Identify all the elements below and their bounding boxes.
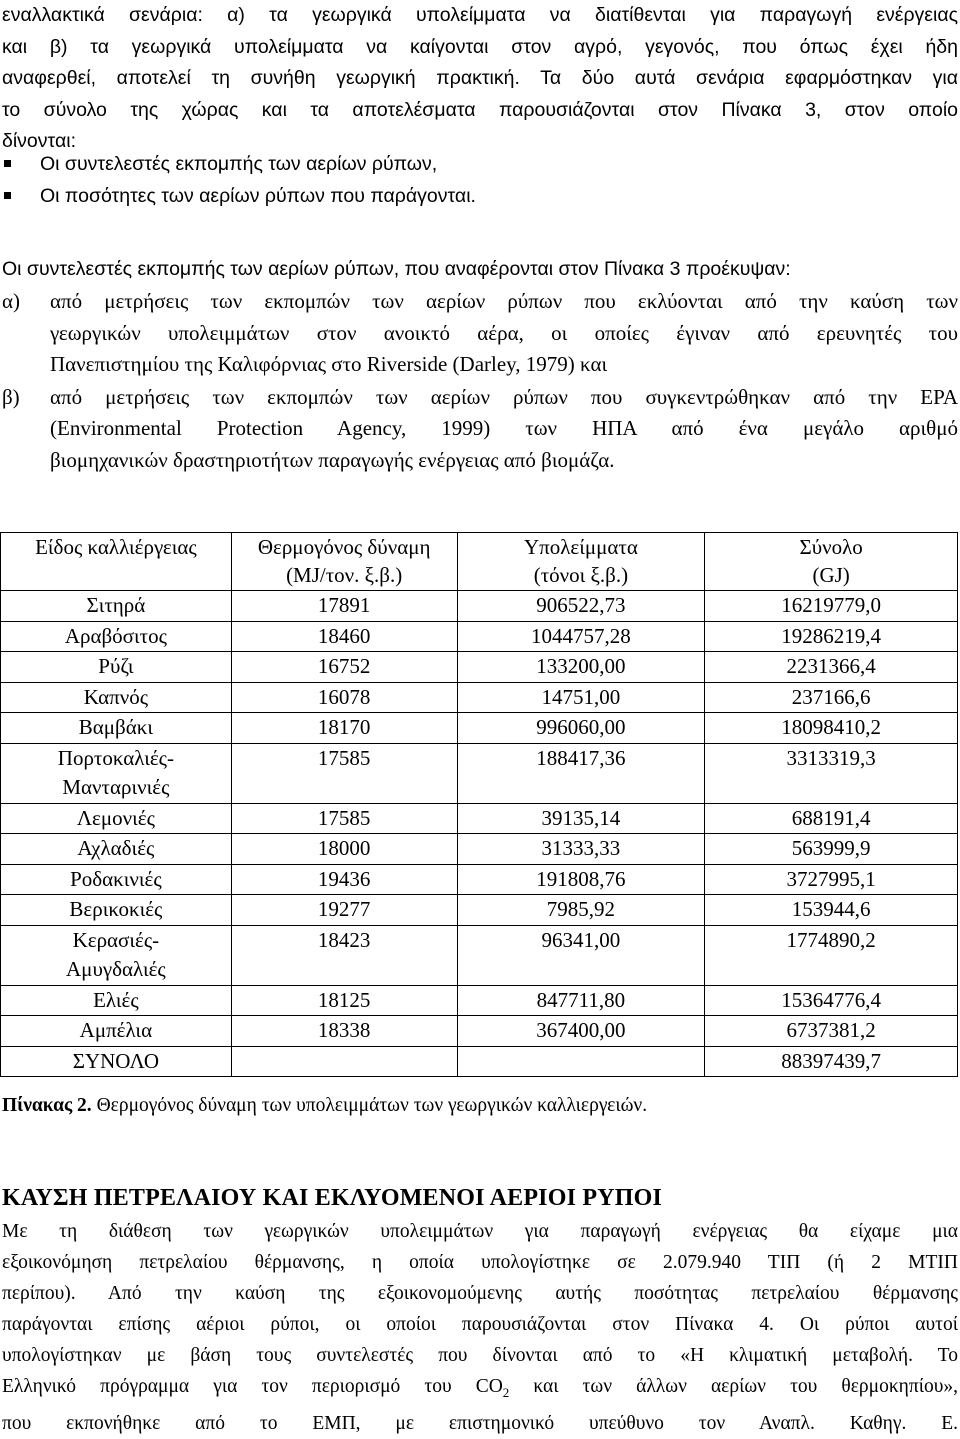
cell-heat: 18125 bbox=[231, 985, 457, 1016]
bullet-item bbox=[0, 148, 956, 180]
bullet-item bbox=[0, 180, 956, 212]
paragraph-line: το σύνολο της χώρας και τα αποτελέσματα παρουσιάζονται στον Πίνακα 3, στον οποίο bbox=[2, 98, 958, 121]
column-header-total: Σύνολο (GJ) bbox=[705, 533, 958, 591]
cell-residue: 133200,00 bbox=[457, 652, 705, 683]
caption-text: Θερμογόνος δύναμη των υπολειμμάτων των γεωργικών καλλιεργειών. bbox=[91, 1095, 648, 1116]
cell-crop: Αραβόσιτος bbox=[1, 621, 232, 652]
cell-heat: 17585 bbox=[231, 743, 457, 803]
co2-subscript: 2 bbox=[502, 1384, 510, 1400]
cell-residue: 14751,00 bbox=[457, 682, 705, 713]
cell-heat: 17585 bbox=[231, 803, 457, 834]
cell-heat: 18460 bbox=[231, 621, 457, 652]
paragraph-line: παράγονται επίσης αέριοι ρύποι, οι οποίοι παρουσιάζονται στον Πίνακα 4. Οι ρύποι αυτοί bbox=[2, 1314, 958, 1335]
paragraph-line: αναφερθεί, αποτελεί τη συνήθη γεωργική πρακτική. Τα δύο αυτά σενάρια εφαρμόστηκαν για bbox=[2, 67, 958, 89]
list-line: γεωργικών υπολειμμάτων στον ανοικτό αέρα, οι οποίες έγιναν από ερευνητές του bbox=[50, 320, 958, 345]
table-body bbox=[1, 591, 958, 1077]
table-row bbox=[1, 864, 958, 895]
cell-residue: 847711,80 bbox=[457, 985, 705, 1016]
table-row bbox=[1, 985, 958, 1016]
section-paragraph bbox=[2, 1216, 958, 1439]
cell-crop: Πορτοκαλιές- Μανταρινιές bbox=[1, 743, 232, 803]
table-header-row bbox=[1, 533, 958, 591]
cell-crop: Βαμβάκι bbox=[1, 713, 232, 744]
bullet-list bbox=[0, 148, 956, 212]
cell-heat bbox=[231, 1046, 457, 1077]
cell-total: 563999,9 bbox=[705, 834, 958, 865]
table-row bbox=[1, 713, 958, 744]
cell-residue: 96341,00 bbox=[457, 925, 705, 985]
cell-heat: 18338 bbox=[231, 1016, 457, 1047]
cell-residue: 996060,00 bbox=[457, 713, 705, 744]
table-row bbox=[1, 621, 958, 652]
cell-crop: Καπνός bbox=[1, 682, 232, 713]
square-bullet-icon bbox=[4, 160, 11, 167]
sources-intro: Οι συντελεστές εκπομπής των αερίων ρύπων, που αναφέρονται στον Πίνακα 3 προέκυψαν: bbox=[2, 258, 791, 280]
cell-heat: 16078 bbox=[231, 682, 457, 713]
cell-total: 88397439,7 bbox=[705, 1046, 958, 1077]
cell-heat: 17891 bbox=[231, 591, 457, 622]
cell-heat: 18423 bbox=[231, 925, 457, 985]
line-text: και των άλλων αερίων του θερμοκηπίου», bbox=[509, 1376, 958, 1397]
cell-crop: Βερικοκιές bbox=[1, 895, 232, 926]
cell-crop: Αμπέλια bbox=[1, 1016, 232, 1047]
list-line: βιομηχανικών δραστηριοτήτων παραγωγής ενέργειας από βιομάζα. bbox=[50, 447, 615, 472]
cell-crop: Ρύζι bbox=[1, 652, 232, 683]
table-row bbox=[1, 682, 958, 713]
cell-crop: Κερασιές- Αμυγδαλιές bbox=[1, 925, 232, 985]
table-row bbox=[1, 925, 958, 985]
list-marker: β) bbox=[2, 384, 20, 409]
table-caption bbox=[2, 1095, 647, 1117]
list-line: από μετρήσεις των εκπομπών των αερίων ρύπων που συγκεντρώθηκαν από την EPA bbox=[50, 384, 958, 409]
cell-residue: 191808,76 bbox=[457, 864, 705, 895]
paragraph-line: υπολογίστηκαν με βάση τους συντελεστές που δίνονται από το «Η κλιματική μεταβολή. Το bbox=[2, 1345, 958, 1366]
cell-total: 1774890,2 bbox=[705, 925, 958, 985]
table-row bbox=[1, 1046, 958, 1077]
cell-residue: 188417,36 bbox=[457, 743, 705, 803]
cell-total: 6737381,2 bbox=[705, 1016, 958, 1047]
cell-total: 2231366,4 bbox=[705, 652, 958, 683]
square-bullet-icon bbox=[4, 192, 11, 199]
cell-total: 15364776,4 bbox=[705, 985, 958, 1016]
table-row bbox=[1, 834, 958, 865]
paragraph-line: εξοικονόμηση πετρελαίου θέρμανσης, η οποία υπολογίστηκε σε 2.079.940 ΤΙΠ (ή 2 ΜΤΙΠ bbox=[2, 1252, 958, 1273]
paragraph-line: εναλλακτικά σενάρια: α) τα γεωργικά υπολείμματα να διατίθενται για παραγωγή ενέργειας bbox=[2, 4, 958, 26]
cell-heat: 18000 bbox=[231, 834, 457, 865]
column-header-crop: Είδος καλλιέργειας bbox=[1, 533, 232, 591]
list-line: Πανεπιστημίου της Καλιφόρνιας στο Riverside (Darley, 1979) και bbox=[50, 352, 608, 376]
paragraph-line: και β) τα γεωργικά υπολείμματα να καίγονται στον αγρό, γεγονός, που όπως έχει ήδη bbox=[2, 35, 958, 58]
column-header-heat: Θερμογόνος δύναμη (MJ/τον. ξ.β.) bbox=[231, 533, 457, 591]
table-row bbox=[1, 1016, 958, 1047]
cell-residue: 31333,33 bbox=[457, 834, 705, 865]
cell-residue bbox=[457, 1046, 705, 1077]
cell-heat: 18170 bbox=[231, 713, 457, 744]
cell-residue: 906522,73 bbox=[457, 591, 705, 622]
cell-residue: 1044757,28 bbox=[457, 621, 705, 652]
cell-total: 16219779,0 bbox=[705, 591, 958, 622]
cell-crop: ΣΥΝΟΛΟ bbox=[1, 1046, 232, 1077]
cell-residue: 367400,00 bbox=[457, 1016, 705, 1047]
list-marker: α) bbox=[2, 289, 20, 313]
paragraph-line bbox=[2, 1371, 958, 1408]
cell-total: 688191,4 bbox=[705, 803, 958, 834]
heating-value-table bbox=[0, 532, 958, 1077]
cell-crop: Ελιές bbox=[1, 985, 232, 1016]
cell-heat: 19277 bbox=[231, 895, 457, 926]
table-row bbox=[1, 895, 958, 926]
section-heading: ΚΑΥΣΗ ΠΕΤΡΕΛΑΙΟΥ ΚΑΙ ΕΚΛΥΟΜΕΝΟΙ ΑΕΡΙΟΙ ΡΥΠΟΙ bbox=[2, 1185, 662, 1211]
cell-total: 3313319,3 bbox=[705, 743, 958, 803]
list-item bbox=[2, 382, 958, 477]
cell-heat: 19436 bbox=[231, 864, 457, 895]
cell-total: 19286219,4 bbox=[705, 621, 958, 652]
table-row bbox=[1, 743, 958, 803]
cell-crop: Σιτηρά bbox=[1, 591, 232, 622]
bullet-text: Οι ποσότητες των αερίων ρύπων που παράγονται. bbox=[40, 185, 476, 207]
cell-crop: Λεμονιές bbox=[1, 803, 232, 834]
paragraph-line: δίνονται: bbox=[2, 130, 76, 152]
line-text: Ελληνικό πρόγραμμα για τον περιορισμό του CO bbox=[2, 1376, 503, 1397]
cell-residue: 7985,92 bbox=[457, 895, 705, 926]
table-row bbox=[1, 803, 958, 834]
cell-crop: Ροδακινιές bbox=[1, 864, 232, 895]
caption-label: Πίνακας 2. bbox=[2, 1095, 92, 1116]
list-line: (Environmental Protection Agency, 1999) των ΗΠΑ από ένα μεγάλο αριθμό bbox=[50, 416, 958, 440]
list-line: από μετρήσεις των εκπομπών των αερίων ρύπων που εκλύονται από την καύση των bbox=[50, 289, 958, 313]
cell-total: 3727995,1 bbox=[705, 864, 958, 895]
paragraph-line: περίπου). Από την καύση της εξοικονομούμενης αυτής ποσότητας πετρελαίου θέρμανσης bbox=[2, 1283, 958, 1304]
intro-paragraph bbox=[2, 0, 958, 158]
paragraph-line: πoυ εκπονήθηκε από το ΕΜΠ, με επιστημονικό υπεύθυνο τον Αναπλ. Καθηγ. Ε. bbox=[2, 1412, 958, 1434]
bullet-text: Οι συντελεστές εκπομπής των αερίων ρύπων, bbox=[40, 153, 438, 175]
sources-list bbox=[2, 286, 958, 477]
table-row bbox=[1, 652, 958, 683]
list-item bbox=[2, 286, 958, 381]
cell-total: 153944,6 bbox=[705, 895, 958, 926]
column-header-residue: Υπολείμματα (τόνοι ξ.β.) bbox=[457, 533, 705, 591]
cell-heat: 16752 bbox=[231, 652, 457, 683]
cell-crop: Αχλαδιές bbox=[1, 834, 232, 865]
paragraph-line: Με τη διάθεση των γεωργικών υπολειμμάτων για παραγωγή ενέργειας θα είχαμε μια bbox=[2, 1221, 958, 1242]
cell-residue: 39135,14 bbox=[457, 803, 705, 834]
table-row bbox=[1, 591, 958, 622]
cell-total: 18098410,2 bbox=[705, 713, 958, 744]
cell-total: 237166,6 bbox=[705, 682, 958, 713]
